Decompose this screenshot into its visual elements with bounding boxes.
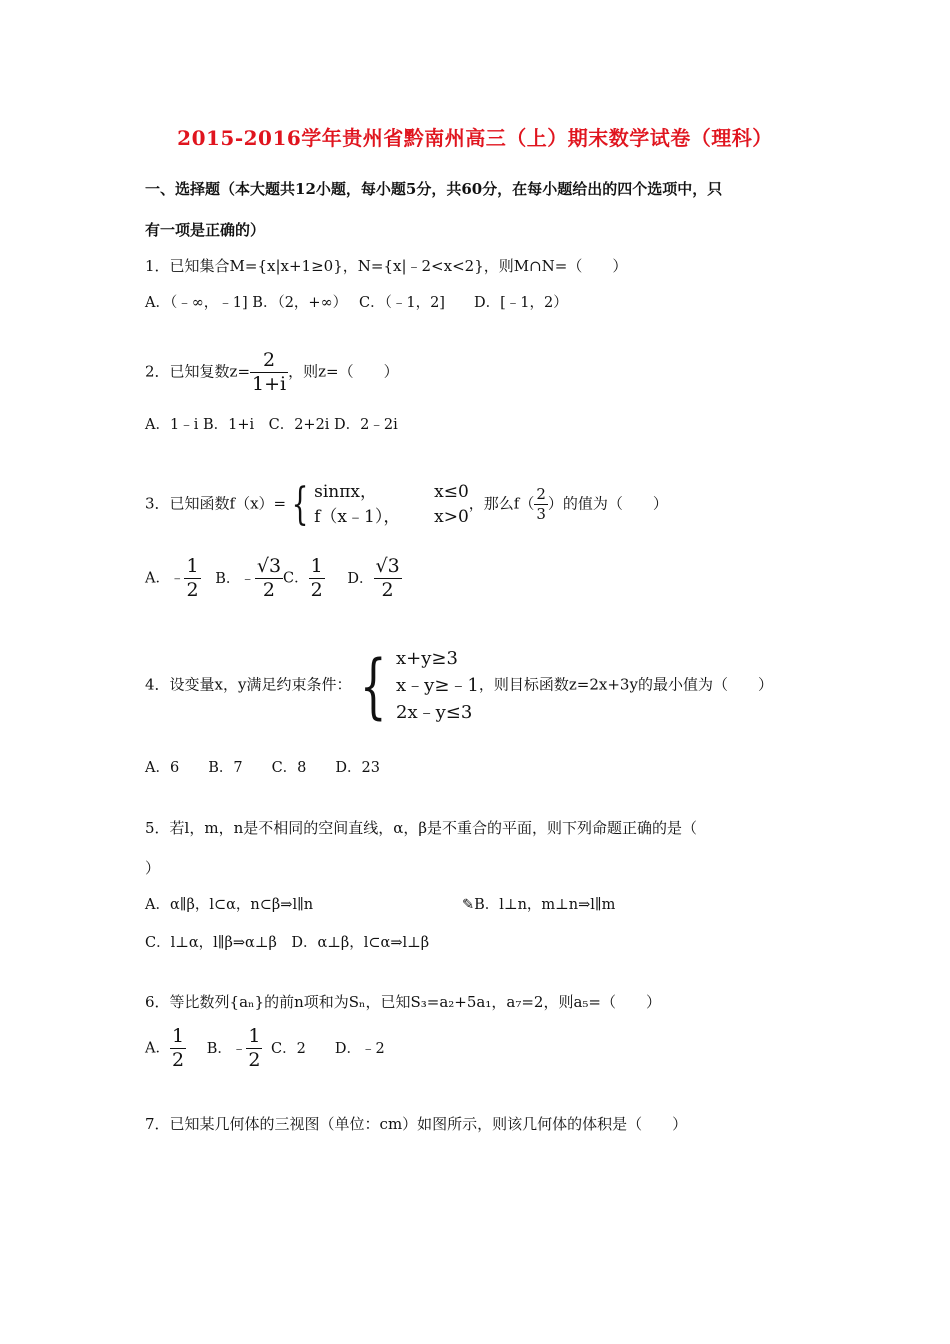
question-6-stem: 6．等比数列{aₙ}的前n项和为Sₙ，已知S₃=a₂+5a₁，a₇=2，则a₅=（ ） <box>145 993 661 1011</box>
option-b-label: B．﹣ <box>206 1040 247 1057</box>
section-heading-line2: 有一项是正确的） <box>145 221 266 239</box>
option-a-fraction: $\frac{1}{2}$ <box>186 555 199 601</box>
option-a-label: A． <box>145 1040 170 1057</box>
option-c-fraction: $\frac{1}{2}$ <box>310 555 323 601</box>
option-b-fraction: $\frac{√3}{2}$ <box>256 555 282 601</box>
fraction-numerator: 2 <box>250 351 288 373</box>
question-1-stem: 1．已知集合M={x|x+1≥0}，N={x|﹣2<x<2}，则M∩N=（ ） <box>145 257 628 275</box>
option-b-fraction: $\frac{1}{2}$ <box>248 1025 261 1071</box>
option-c-label: C． <box>283 570 309 587</box>
question-3-options <box>145 557 402 600</box>
option-a-fraction: $\frac{1}{2}$ <box>171 1025 185 1071</box>
question-4-suffix: ，则目标函数z=2x+3y的最小值为（ ） <box>478 675 773 694</box>
constraint-system <box>396 645 479 726</box>
question-7-stem: 7．已知某几何体的三视图（单位：cm）如图所示，则该几何体的体积是（ ） <box>145 1115 688 1133</box>
question-3-stem <box>145 480 668 529</box>
fraction-denominator: 1+i <box>252 373 287 395</box>
question-5-stem-line2: ） <box>145 859 161 877</box>
piecewise-case-2: f（x﹣1）， x>0 <box>314 506 469 527</box>
question-6-options <box>145 1027 385 1070</box>
constraint-2: x﹣y≥﹣1 <box>396 675 479 696</box>
question-2-options: A．1﹣i B．1+i C．2+2i D．2﹣2i <box>145 417 398 433</box>
question-1-options: A．（﹣∞，﹣1] B．（2，+∞） C．（﹣1，2] D．[﹣1，2） <box>145 295 568 311</box>
option-d-label: D． <box>347 570 374 587</box>
left-brace: { <box>360 644 388 727</box>
question-5-options-cd: C．l⊥α，l∥β⇒α⊥β D．α⊥β，l⊂α⇒l⊥β <box>145 935 430 951</box>
question-2-suffix: ，则z=（ ） <box>288 362 399 381</box>
question-5-option-b: ✎B．l⊥n，m⊥n⇒l∥m <box>462 897 616 913</box>
piecewise-function <box>314 480 469 529</box>
option-b-label: B．﹣ <box>215 570 255 587</box>
question-2-stem <box>145 351 399 394</box>
question-4-prefix: 4．设变量x，y满足约束条件： <box>145 675 352 694</box>
question-3-fraction: $\frac{2}{3}$ <box>536 485 546 524</box>
options-cd: C．2 D．﹣2 <box>271 1040 385 1057</box>
option-a-label: A．﹣ <box>145 570 185 587</box>
question-4-stem <box>145 645 773 726</box>
question-2-prefix: 2．已知复数z= <box>145 362 251 381</box>
question-3-mid: ，那么f（ <box>468 494 535 513</box>
constraint-3: 2x﹣y≤3 <box>396 702 473 723</box>
option-d-fraction: $\frac{√3}{2}$ <box>375 555 400 601</box>
constraint-1: x+y≥3 <box>396 648 458 669</box>
question-4-options: A．6 B．7 C．8 D．23 <box>145 760 380 776</box>
left-brace: { <box>291 478 309 530</box>
question-2-fraction <box>250 351 288 394</box>
question-3-suffix: ）的值为（ ） <box>547 494 668 513</box>
page-title: 2015-2016学年贵州省黔南州高三（上）期末数学试卷（理科） <box>177 126 773 150</box>
piecewise-case-1: sinπx， x≤0 <box>314 482 469 502</box>
question-5-stem-line1: 5．若l，m，n是不相同的空间直线，α，β是不重合的平面，则下列命题正确的是（ <box>145 819 698 837</box>
question-5-option-a: A．α∥β，l⊂α，n⊂β⇒l∥n <box>145 897 314 913</box>
question-3-prefix: 3．已知函数f（x）= <box>145 494 287 513</box>
section-heading-line1: 一、选择题（本大题共12小题，每小题5分，共60分，在每小题给出的四个选项中，只 <box>145 180 723 198</box>
